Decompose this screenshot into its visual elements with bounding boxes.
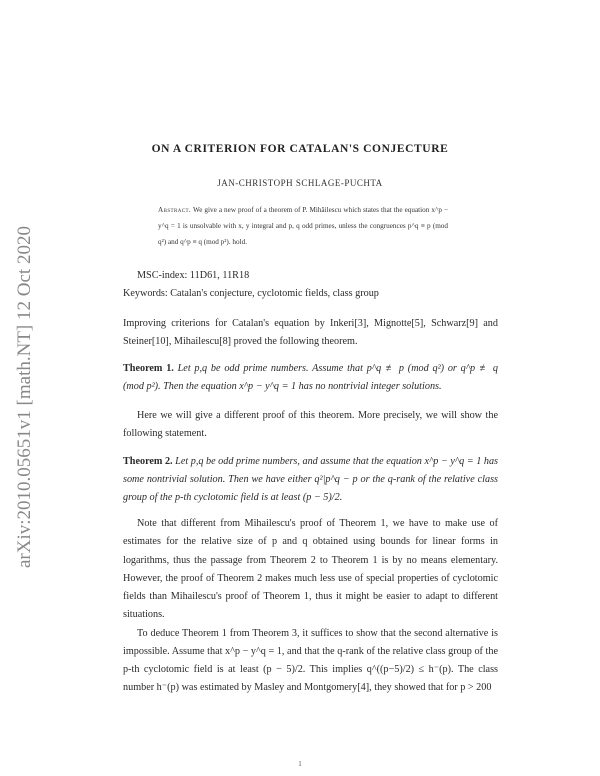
paper-title: ON A CRITERION FOR CATALAN'S CONJECTURE [151, 143, 449, 155]
abstract-heading: Abstract. [158, 206, 192, 214]
arxiv-stamp [6, 170, 40, 570]
theorem-2-label: Theorem 2. [123, 456, 173, 467]
here-paragraph: Here we will give a different proof of this theorem. More precisely, we will show the following statement. [123, 410, 498, 439]
theorem-1 [123, 360, 498, 396]
intro-paragraph: Improving criterions for Catalan's equation by Inkeri[3], Mignotte[5], Schwarz[9] and Steiner[10], Mihailescu[8] proved the following theorem. [123, 318, 498, 347]
theorem-2-text: Let p,q be odd prime numbers, and assume that the equation x^p − y^q = 1 has some nontrivial solution. Then we have either q²|p^q − p or the q-rank of the relative class group of the p-th cyclotomic field is at least (p − 5)/2. [123, 456, 499, 503]
note-paragraph: Note that different from Mihailescu's proof of Theorem 1, we have to make use of estimates for the relative size of p and q obtained using bounds for linear forms in logarithms, thus the passage from Theorem 2 to Theorem 1 is by no means elementary. However, the proof of Theorem 2 makes much less use of special properties of cyclotomic fields than Mihailescu's proof of Theorem 1, thus it might be easier to adapt to different situations. [123, 518, 498, 621]
keywords: Keywords: Catalan's conjecture, cyclotomic fields, class group [123, 288, 379, 299]
arxiv-stamp-text: arXiv:2010.05651v1 [math.NT] 12 Oct 2020 [14, 226, 35, 568]
abstract-text: We give a new proof of a theorem of P. Mihăilescu which states that the equation x^p − y^q = 1 is unsolvable with x, y integral and p, q odd primes, unless the congruences p^q ≡ p (mod q²) and q^p ≡ q (mod p²). hold. [158, 206, 449, 246]
msc-index: MSC-index: 11D61, 11R18 [137, 270, 250, 281]
deduce-paragraph: To deduce Theorem 1 from Theorem 3, it suffices to show that the second alternative is impossible. Assume that x^p − y^q = 1, and that the q-rank of the relative class group of the p-th cyclotomic field is at least (p − 5)/2. This implies q^((p−5)/2) ≤ h⁻(p). The class number h⁻(p) was estimated by Masley and Montgomery[4], they showed that for p > 200 [123, 628, 498, 693]
theorem-1-text: Let p,q be odd prime numbers. Assume that p^q ≢ p (mod q²) or q^p ≢ q (mod p²). Then the equation x^p − y^q = 1 has no nontrivial integer solutions. [123, 363, 498, 392]
theorem-1-label: Theorem 1. [123, 363, 174, 374]
paper-author: JAN-CHRISTOPH SCHLAGE-PUCHTA [217, 178, 383, 188]
theorem-2 [123, 453, 498, 507]
page-number: 1 [298, 760, 302, 768]
abstract [158, 202, 448, 250]
